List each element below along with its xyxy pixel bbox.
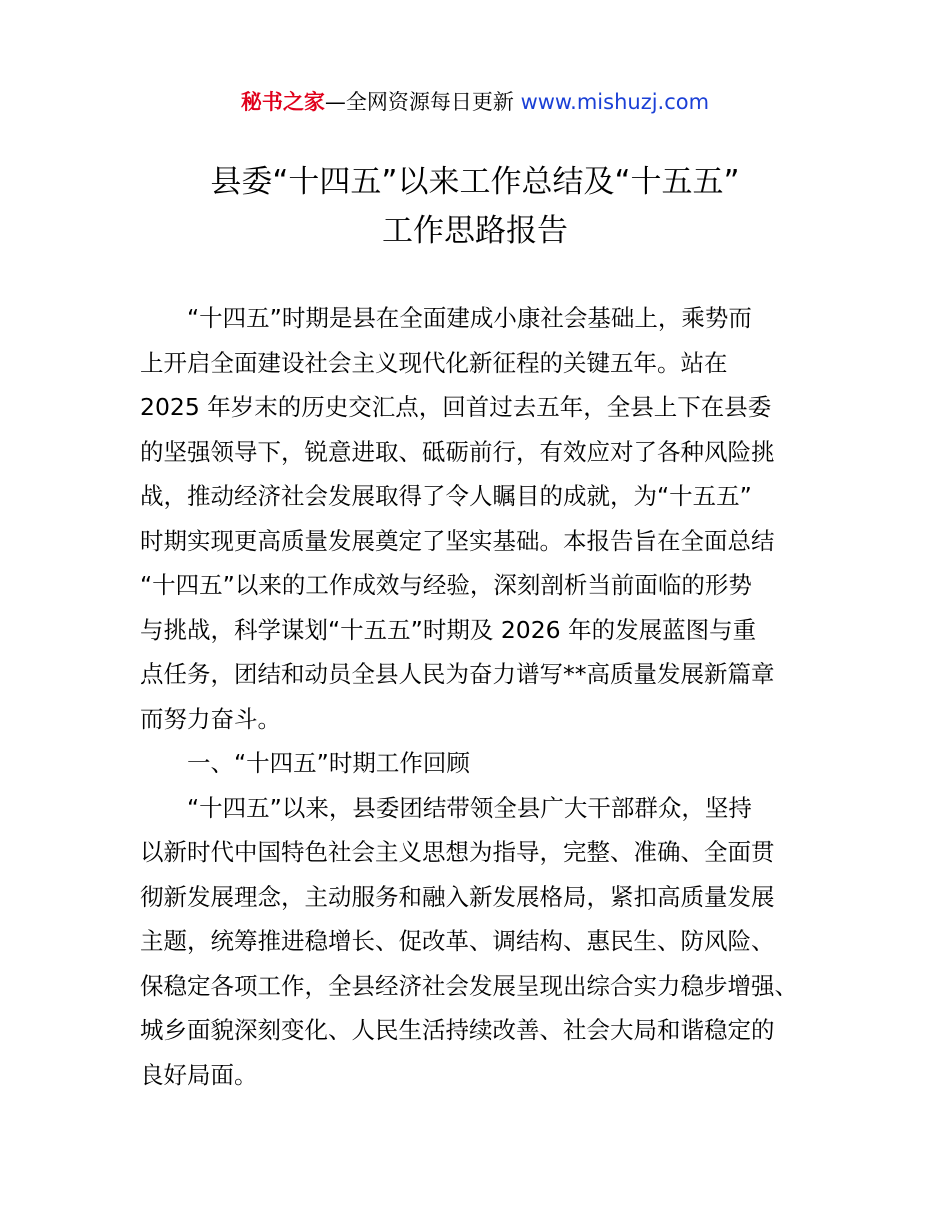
site-header	[0, 86, 950, 118]
review-paragraph: “十四五”以来，县委团结带领全县广大干部群众，坚持 以新时代中国特色社会主义思想为指导，完整、准确、全面贯 彻新发展理念，主动服务和融入新发展格局，紧扣高质量发展 主题，统筹推进稳增长、促改革、调结构、惠民生、防风险、 保稳定各项工作，全县经济社会发展呈现出综合实力稳步增强、 城乡面貌深刻变化、人民生活持续改善、社会大局和谐稳定的 良好局面。	[140, 793, 798, 1089]
intro-paragraph: “十四五”时期是县在全面建成小康社会基础上，乘势而 上开启全面建设社会主义现代化新征程的关键五年。站在 2025 年岁末的历史交汇点，回首过去五年，全县上下在县委 的坚强领导下，锐意进取、砥砺前行，有效应对了各种风险挑 战，推动经济社会发展取得了令人瞩目的成就，为“十五五” 时期实现更高质量发展奠定了坚实基础。本报告旨在全面总结 “十四五”以来的工作成效与经验，深刻剖析当前面临的形势 与挑战，科学谋划“十五五”时期及 2026 年的发展蓝图与重 点任务，团结和动员全县人民为奋力谱写**高质量发展新篇章 而努力奋斗。	[140, 304, 775, 733]
site-url-link[interactable]: www.mishuzj.com	[520, 90, 710, 114]
header-tagline: —全网资源每日更新	[324, 90, 521, 114]
document-body	[140, 296, 820, 1097]
title-line-1: 县委“十四五”以来工作总结及“十五五”	[210, 164, 740, 200]
section-heading-1: 一、“十四五”时期工作回顾	[187, 749, 470, 777]
title-line-2: 工作思路报告	[382, 213, 568, 249]
document-title	[100, 158, 850, 256]
brand-name: 秘书之家	[240, 90, 325, 114]
